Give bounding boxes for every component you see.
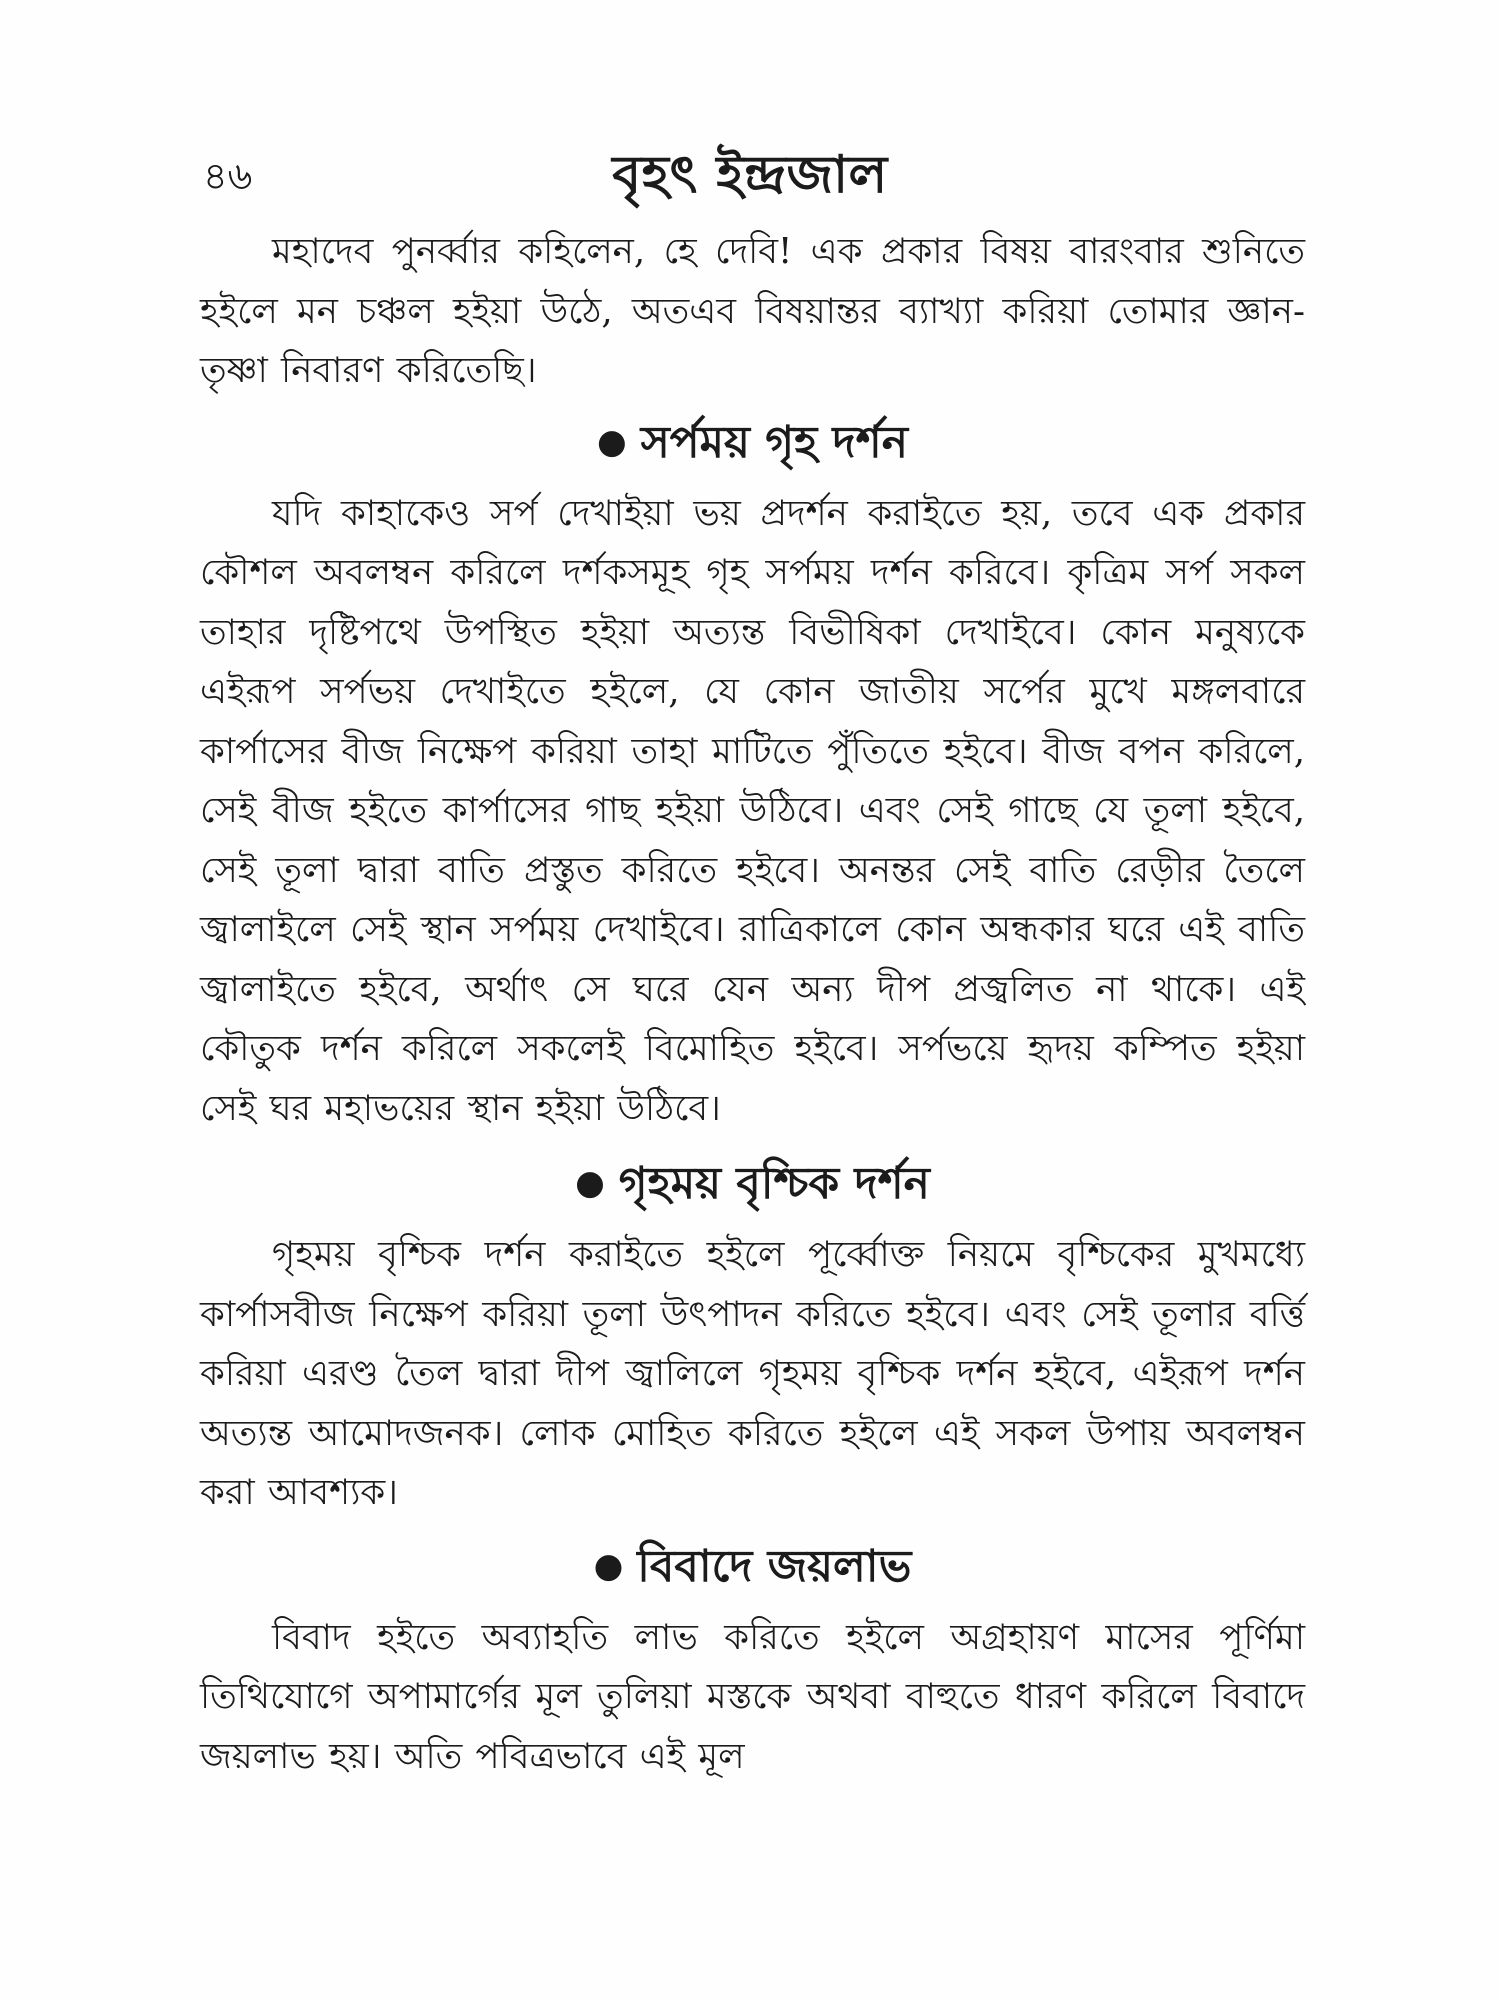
- intro-paragraph: মহাদেব পুনর্ব্বার কহিলেন, হে দেবি! এক প্রকার বিষয় বারংবার শুনিতে হইলে মন চঞ্চল হইয়া উঠে, অতএব বিষয়ান্তর ব্যাখ্যা করিয়া তোমার জ্ঞান-তৃষ্ণা নিবারণ করিতেছি।: [200, 231, 1305, 391]
- section-paragraph-dispute-victory: বিবাদ হইতে অব্যাহতি লাভ করিতে হইলে অগ্রহায়ণ মাসের পূর্ণিমা তিথিযোগে অপামার্গের মূল তুলিয়া মস্তকে অথবা বাহুতে ধারণ করিলে বিবাদে জয়লাভ হয়। অতি পবিত্রভাবে এই মূল: [200, 1616, 1305, 1777]
- section-heading-text: গৃহময় বৃশ্চিক দর্শন: [618, 1158, 930, 1209]
- section-paragraph-serpent-house: যদি কাহাকেও সর্প দেখাইয়া ভয় প্রদর্শন করাইতে হয়, তবে এক প্রকার কৌশল অবলম্বন করিলে দর্শকসমূহ গৃহ সর্পময় দর্শন করিবে। কৃত্রিম সর্প সকল তাহার দৃষ্টিপথে উপস্থিত হইয়া অত্যন্ত বিভীষিকা দেখাইবে। কোন মনুষ্যকে এইরূপ সর্পভয় দেখাইতে হইলে, যে কোন জাতীয় সর্পের মুখে মঙ্গলবারে কার্পাসের বীজ নিক্ষেপ করিয়া তাহা মাটিতে পুঁতিতে হইবে। বীজ বপন করিলে, সেই বীজ হইতে কার্পাসের গাছ হইয়া উঠিবে। এবং সেই গাছে যে তূলা হইবে, সেই তূলা দ্বারা বাতি প্রস্তুত করিতে হইবে। অনন্তর সেই বাতি রেড়ীর তৈলে জ্বালাইলে সেই স্থান সর্পময় দেখাইবে। রাত্রিকালে কোন অন্ধকার ঘরে এই বাতি জ্বালাইতে হইবে, অর্থাৎ সে ঘরে যেন অন্য দীপ প্রজ্বলিত না থাকে। এই কৌতুক দর্শন করিলে সকলেই বিমোহিত হইবে। সর্পভয়ে হৃদয় কম্পিত হইয়া সেই ঘর মহাভয়ের স্থান হইয়া উঠিবে।: [200, 492, 1305, 1129]
- page-number: ৪৬: [203, 154, 253, 198]
- section-heading-dispute-victory: [200, 1529, 1305, 1604]
- section-paragraph-scorpion-house: গৃহময় বৃশ্চিক দর্শন করাইতে হইলে পূর্ব্বোক্ত নিয়মে বৃশ্চিকের মুখমধ্যে কার্পাসবীজ নিক্ষেপ করিয়া তূলা উৎপাদন করিতে হইবে। এবং সেই তূলার বর্ত্তি করিয়া এরণ্ড তৈল দ্বারা দীপ জ্বালিলে গৃহময় বৃশ্চিক দর্শন হইবে, এইরূপ দর্শন অত্যন্ত আমোদজনক। লোক মোহিত করিতে হইলে এই সকল উপায় অবলম্বন করা আবশ্যক।: [200, 1234, 1305, 1513]
- bullet-icon: ●: [597, 421, 627, 462]
- section-heading-serpent-house: [200, 405, 1305, 480]
- page-body: [200, 222, 1305, 1786]
- bullet-icon: ●: [593, 1545, 624, 1586]
- running-title: বৃহৎ ইন্দ্রজাল: [612, 144, 888, 205]
- bullet-icon: ●: [575, 1163, 605, 1203]
- section-heading-text: বিবাদে জয়লাভ: [637, 1540, 912, 1592]
- page-header: [195, 140, 1305, 220]
- section-heading-text: সর্পময় গৃহ দর্শন: [640, 416, 908, 468]
- section-heading-scorpion-house: [200, 1146, 1305, 1221]
